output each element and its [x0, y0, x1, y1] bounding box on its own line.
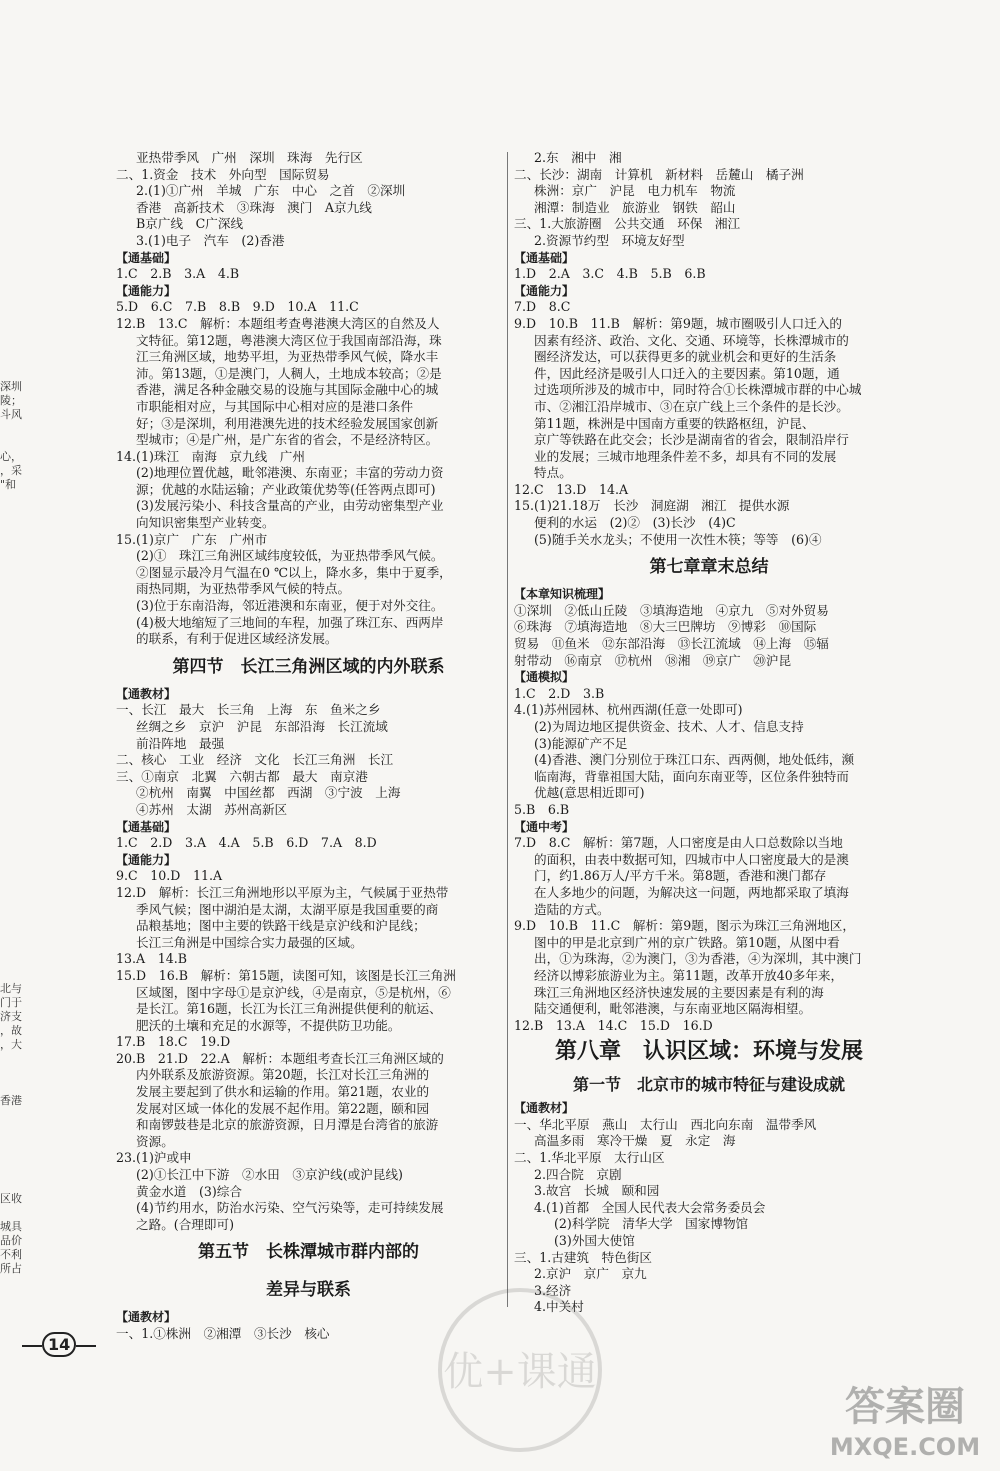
section-heading: 第五节 长株潭城市群内部的 — [198, 1242, 419, 1263]
answer-line: 湘潭：制造业 旅游业 钢铁 韶山 — [534, 199, 736, 215]
answer-line: 件，因此经济是吸引人口迁入的主要因素。第10题，通 — [534, 365, 840, 381]
answer-line: 型城市；④是广州，是广东省的省会，不是经济特区。 — [136, 432, 439, 448]
margin-fragment: 门于 — [0, 996, 22, 1009]
section-tag: 【 通模拟 】 — [514, 669, 904, 686]
answer-line: 5.D 6.C 7.B 8.B 9.D 10.A 11.C — [116, 299, 359, 315]
margin-fragment — [0, 926, 30, 940]
answer-line: 1.C 2.B 3.A 4.B — [116, 266, 240, 282]
answer-line: 文特征。第12题，粤港澳大湾区位于我国南部沿海，珠 — [136, 332, 442, 348]
answer-line: 射带动 ⑯南京 ⑰杭州 ⑱湘 ⑲京广 ⑳沪昆 — [514, 652, 792, 668]
margin-fragment — [0, 1178, 30, 1192]
margin-fragment — [0, 1206, 30, 1220]
answer-line: 香港 高新技术 ③珠海 澳门 A京九线 — [136, 199, 372, 215]
previous-page-margin — [0, 380, 30, 1276]
section-heading: 第四节 长江三角洲区域的内外联系 — [172, 656, 445, 677]
margin-fragment — [0, 674, 30, 688]
section-tag: 【 通基础 】 — [116, 250, 501, 267]
section-tag: 【 通基础 】 — [116, 819, 501, 836]
margin-fragment — [0, 688, 30, 702]
answer-line: 便利的水运 (2)② (3)长沙 (4)C — [534, 515, 736, 531]
answer-line: 14.(1)珠江 南海 京九线 广州 — [116, 448, 305, 464]
section-tag: 【 通教材 】 — [116, 686, 501, 703]
answer-line: 临南海，背靠祖国大陆，面向东南亚等，区位条件独特而 — [534, 768, 849, 784]
answer-line: 3.(1)电子 汽车 (2)香港 — [136, 232, 285, 248]
margin-fragment — [0, 520, 30, 534]
answer-line: 优越(意思相近即可) — [534, 785, 645, 801]
answer-line: (2)科学院 清华大学 国家博物馆 — [554, 1216, 749, 1232]
answer-line: 是长江。第16题，长江为长江三角洲提供便利的航运、 — [136, 1001, 442, 1017]
answer-line: 1.C 2.D 3.B — [514, 685, 605, 701]
answer-line: 品粮基地；图中主要的铁路干线是京沪线和沪昆线； — [136, 918, 426, 934]
margin-fragment: ，大 — [0, 1038, 22, 1051]
section-tag: 【 通能力 】 — [116, 283, 501, 300]
answer-line: 发展对区域一体化的发展不起作用。第22题，颐和园 — [136, 1100, 430, 1116]
answer-line: 香港，满足各种金融交易的设施与其国际金融中心的城 — [136, 382, 439, 398]
margin-fragment — [0, 1066, 30, 1080]
margin-fragment — [0, 716, 30, 730]
site-logo-line1: 答案圈 — [845, 1384, 965, 1430]
answer-line: 二、1.资金 技术 外向型 国际贸易 — [116, 166, 330, 182]
margin-fragment — [0, 1122, 30, 1136]
answer-line: 长江三角洲是中国综合实力最强的区域。 — [136, 934, 363, 950]
answer-line: 和南锣鼓巷是北京的旅游资源，日月潭是台湾省的旅游 — [136, 1117, 439, 1133]
answer-line: (3)发展污染小、科技含量高的产业，由劳动密集型产业 — [136, 498, 444, 514]
answer-line: 京广等铁路在此交会；长沙是湖南省的省会，限制沿岸行 — [534, 432, 849, 448]
site-logo-line2: MXQE.COM — [829, 1433, 981, 1461]
left-column — [116, 150, 501, 1343]
answer-line: 9.C 10.D 11.A — [116, 868, 223, 884]
answer-line: 市职能相对应，与其国际中心相对应的是港口条件 — [136, 398, 414, 414]
answer-line: 12.D 解析：长江三角洲地形以平原为主，气候属于亚热带 — [116, 884, 449, 900]
answer-line: 丝绸之乡 京沪 沪昆 东部沿海 长江流域 — [136, 719, 388, 734]
answer-line: 2.京沪 京广 京九 — [534, 1266, 647, 1282]
answer-line: 15.D 16.B 解析：第15题，读图可知，该图是长江三角洲 — [116, 967, 456, 983]
answer-line: 二、1.华北平原 太行山区 — [514, 1150, 665, 1166]
section-tag: 【 通能力 】 — [116, 852, 501, 869]
answer-line: 陆交通便利，毗邻港澳，与东南亚地区隔海相望。 — [534, 1001, 812, 1017]
answer-line: 源；优越的水陆运输；产业政策优势等(任答两点即可) — [136, 481, 436, 497]
answer-line: 雨热同期，为亚热带季风气候的特点。 — [136, 581, 351, 597]
answer-line: (3)位于东南沿海，邻近港澳和东南亚，便于对外交往。 — [136, 598, 444, 614]
answer-line: 江三角洲区域，地势平坦，为亚热带季风气候，降水丰 — [136, 349, 439, 365]
answer-line: (5)随手关水龙头；不使用一次性木筷；等等 (6)④ — [534, 531, 822, 547]
margin-fragment: "和 — [0, 478, 17, 491]
answer-line: 业的发展；三城市地理条件差不多，却具有不同的发展 — [534, 448, 837, 464]
answer-line: (3)外国大使馆 — [554, 1233, 635, 1249]
answer-line: 一、1.①株洲 ②湘潭 ③长沙 核心 — [116, 1326, 330, 1341]
answer-line: 株洲：京广 沪昆 电力机车 物流 — [534, 183, 736, 199]
answer-line: 经济以博彩旅游业为主。第11题，改革开放40多年来， — [534, 967, 844, 983]
section-tag: 【 通中考 】 — [514, 819, 904, 836]
answer-line: 23.(1)沪或申 — [116, 1150, 192, 1166]
answer-line: 2.资源节约型 环境友好型 — [534, 232, 685, 248]
answer-line: 之路。(合理即可) — [136, 1216, 234, 1232]
margin-fragment — [0, 1164, 30, 1178]
answer-line: 好；③是深圳，利用港澳先进的技术经验发展国家创新 — [136, 415, 439, 431]
margin-fragment: 心， — [0, 450, 22, 463]
section-heading: 第一节 北京市的城市特征与建设成就 — [572, 1075, 845, 1095]
answer-line: 向知识密集型产业转变。 — [136, 515, 275, 531]
margin-fragment — [0, 954, 30, 968]
margin-fragment — [0, 940, 30, 954]
answer-line: 9.D 10.B 11.B 解析：第9题，城市圈吸引人口迁入的 — [514, 315, 842, 331]
answer-line: 12.C 13.D 14.A — [514, 481, 629, 497]
answer-line: 7.D 8.C — [514, 299, 571, 315]
answer-line: 17.B 18.C 19.D — [116, 1034, 231, 1050]
margin-fragment — [0, 758, 30, 772]
margin-fragment — [0, 842, 30, 856]
margin-fragment: ，故 — [0, 1024, 22, 1037]
answer-line: 内外联系及旅游资源。第20题，长江对长江三角洲的 — [136, 1067, 430, 1083]
section-tag: 【 通教材 】 — [116, 1309, 501, 1326]
margin-fragment — [0, 1080, 30, 1094]
margin-fragment — [0, 506, 30, 520]
answer-line: 二、长沙：湖南 计算机 新材料 岳麓山 橘子洲 — [514, 166, 804, 182]
margin-fragment — [0, 870, 30, 884]
answer-line: (3)能源矿产不足 — [534, 735, 628, 751]
answer-line: 15.(1)21.18万 长沙 洞庭湖 湘江 提供水源 — [514, 498, 790, 514]
answer-line: 发展主要起到了供水和运输的作用。第21题，农业的 — [136, 1084, 430, 1100]
margin-fragment: ，采 — [0, 464, 22, 477]
answer-line: 1.C 2.D 3.A 4.A 5.B 6.D 7.A 8.D — [116, 835, 377, 851]
margin-fragment — [0, 436, 30, 450]
answer-line: 前沿阵地 最强 — [136, 735, 225, 751]
answer-line: 一、长江 最大 长三角 上海 东 鱼米之乡 — [116, 702, 381, 718]
margin-fragment — [0, 618, 30, 632]
page-number-rule-left — [22, 1345, 42, 1347]
page-number-badge: 14 — [42, 1332, 76, 1357]
margin-fragment — [0, 1108, 30, 1122]
margin-fragment — [0, 884, 30, 898]
watermark-text: 优+课通 — [443, 1349, 597, 1395]
margin-fragment — [0, 492, 30, 506]
margin-fragment — [0, 422, 30, 436]
margin-fragment: 品价 — [0, 1234, 22, 1247]
margin-fragment: 香港 — [0, 1094, 22, 1107]
margin-fragment: 斗风 — [0, 408, 22, 421]
margin-fragment — [0, 744, 30, 758]
answer-line: 三、1.大旅游圈 公共交通 环保 湘江 — [514, 216, 741, 232]
margin-fragment — [0, 1136, 30, 1150]
margin-fragment: 不利 — [0, 1248, 22, 1261]
answer-line: 贸易 ⑪鱼米 ⑫东部沿海 ⑬长江流域 ⑭上海 ⑮辐 — [514, 636, 829, 652]
margin-fragment — [0, 562, 30, 576]
answer-line: 门，约1.86万人/平方千米。第8题，香港和澳门都存 — [534, 868, 827, 884]
margin-fragment — [0, 800, 30, 814]
margin-fragment — [0, 702, 30, 716]
answer-line: 的联系，有利于促进区域经济发展。 — [136, 631, 338, 647]
section-tag: 【 本章知识梳理 】 — [514, 586, 904, 603]
page-number — [22, 1332, 96, 1357]
answer-line: (2)①长江中下游 ②水田 ③京沪线(或沪昆线) — [136, 1167, 403, 1183]
margin-fragment — [0, 898, 30, 912]
answer-line: 黄金水道 (3)综合 — [136, 1183, 242, 1199]
margin-fragment — [0, 772, 30, 786]
answer-line: 4.(1)苏州园林、杭州西湖(任意一处即可) — [514, 702, 743, 718]
answer-line: 三、1.古建筑 特色街区 — [514, 1249, 652, 1265]
answer-line: 5.B 6.B — [514, 801, 570, 817]
answer-line: 高温多雨 寒冷干燥 夏 永定 海 — [534, 1133, 736, 1149]
margin-fragment: 北与 — [0, 982, 22, 995]
answer-line: 12.B 13.C 解析：本题组考查粤港澳大湾区的自然及人 — [116, 315, 440, 331]
answer-line: 圈经济发达，可以获得更多的就业机会和更好的生活条 — [534, 349, 837, 365]
answer-line: (4)节约用水，防治水污染、空气污染等，走可持续发展 — [136, 1200, 444, 1216]
margin-fragment — [0, 534, 30, 548]
margin-fragment — [0, 590, 30, 604]
answer-line: 季风气候；图中湖泊是太湖，太湖平原是我国重要的商 — [136, 901, 439, 917]
margin-fragment — [0, 856, 30, 870]
answer-line: 一、华北平原 燕山 太行山 西北向东南 温带季风 — [514, 1116, 817, 1132]
answer-line: 1.D 2.A 3.C 4.B 5.B 6.B — [514, 266, 706, 282]
margin-fragment — [0, 632, 30, 646]
margin-fragment — [0, 1052, 30, 1066]
answer-line: (2)地理位置优越，毗邻港澳、东南亚；丰富的劳动力资 — [136, 465, 444, 481]
margin-fragment — [0, 660, 30, 674]
answer-line: 3.经济 — [534, 1282, 572, 1298]
section-heading: 第七章章末总结 — [649, 557, 769, 578]
answer-line: 7.D 8.C 解析：第7题，人口密度是由人口总数除以当地 — [514, 835, 843, 851]
answer-line: 三、①南京 北翼 六朝古都 最大 南京港 — [116, 768, 368, 784]
answer-line: 第11题，株洲是中国南方重要的铁路枢纽，沪昆、 — [534, 415, 815, 431]
answer-line: 肥沃的土壤和充足的水源等，不提供防卫功能。 — [136, 1017, 401, 1033]
margin-fragment — [0, 604, 30, 618]
answer-line: 亚热带季风 广州 深圳 珠海 先行区 — [136, 150, 363, 165]
answer-line: 在人多地少的问题，为解决这一问题，两地都采取了填海 — [534, 884, 849, 900]
margin-fragment: 深圳 — [0, 380, 22, 393]
section-tag: 【 通能力 】 — [514, 283, 904, 300]
margin-fragment — [0, 912, 30, 926]
answer-line: 区域图，图中字母①是京沪线，④是南京，⑤是杭州，⑥ — [136, 984, 451, 1000]
answer-line: 13.A 14.B — [116, 951, 187, 967]
right-column — [514, 150, 904, 1316]
answer-line: 造陆的方式。 — [534, 901, 610, 917]
margin-fragment: 所占 — [0, 1262, 22, 1275]
margin-fragment — [0, 968, 30, 982]
answer-line: 珠江三角洲地区经济快速发展的主要因素是有利的海 — [534, 984, 824, 1000]
answer-line: 20.B 21.D 22.A 解析：本题组考查长江三角洲区域的 — [116, 1050, 444, 1066]
answer-line: (2)① 珠江三角洲区域纬度较低，为亚热带季风气候。 — [136, 548, 444, 564]
answer-line: (4)极大地缩短了三地间的车程，加强了珠江东、西两岸 — [136, 614, 444, 630]
site-logo — [820, 1370, 990, 1465]
section-heading: 差异与联系 — [266, 1280, 351, 1301]
margin-fragment: 济支 — [0, 1010, 22, 1023]
answer-line: 12.B 13.A 14.C 15.D 16.D — [514, 1017, 713, 1033]
answer-line: (2)为周边地区提供资金、技术、人才、信息支持 — [534, 719, 804, 734]
margin-fragment: 城具 — [0, 1220, 22, 1233]
answer-line: 市、②湘江沿岸城市、③在京广线上三个条件的是长沙。 — [534, 398, 849, 414]
answer-line: 4.(1)首都 全国人民代表大会常务委员会 — [534, 1199, 766, 1215]
column-divider — [507, 152, 508, 1307]
chapter-heading: 第八章 认识区域：环境与发展 — [554, 1039, 863, 1065]
answer-line: 9.D 10.B 11.C 解析：第9题，图示为珠江三角洲地区， — [514, 918, 855, 934]
answer-line: 3.故宫 长城 颐和园 — [534, 1183, 660, 1199]
answer-line: 特点。 — [534, 465, 572, 481]
answer-line: ②杭州 南翼 中国丝都 西湖 ③宁波 上海 — [136, 785, 401, 801]
answer-line: ②图显示最冷月气温在0 ℃以上，降水多，集中于夏季， — [136, 564, 452, 580]
margin-fragment — [0, 814, 30, 828]
margin-fragment — [0, 730, 30, 744]
answer-line: 2.东 湘中 湘 — [534, 150, 622, 165]
section-tag: 【 通教材 】 — [514, 1100, 904, 1117]
margin-fragment — [0, 828, 30, 842]
answer-line: (4)香港、澳门分别位于珠江口东、西两侧，地处低纬，濒 — [534, 752, 855, 768]
answer-line: 因素有经济、政治、文化、交通、环境等，长株潭城市的 — [534, 332, 849, 348]
answer-line: 2.四合院 京剧 — [534, 1166, 622, 1182]
margin-fragment — [0, 646, 30, 660]
watermark-stamp — [430, 1280, 610, 1460]
margin-fragment — [0, 786, 30, 800]
answer-line: ④苏州 太湖 苏州高新区 — [136, 801, 288, 817]
margin-fragment — [0, 1150, 30, 1164]
answer-line: 沛。第13题，①是澳门，人稠人，土地成本较高；②是 — [136, 365, 442, 381]
answer-line: 过选项所涉及的城市中，同时符合①长株潭城市群的中心城 — [534, 382, 862, 398]
margin-fragment: 陵； — [0, 394, 22, 407]
answer-line: ⑥珠海 ⑦填海造地 ⑧大三巴牌坊 ⑨博彩 ⑩国际 — [514, 619, 817, 635]
answer-line: ①深圳 ②低山丘陵 ③填海造地 ④京九 ⑤对外贸易 — [514, 602, 829, 618]
answer-line: 资源。 — [136, 1133, 174, 1149]
section-tag: 【 通基础 】 — [514, 250, 904, 267]
margin-fragment — [0, 548, 30, 562]
margin-fragment — [0, 576, 30, 590]
page-number-rule-right — [76, 1345, 96, 1347]
answer-line: 2.(1)①广州 羊城 广东 中心 之首 ②深圳 — [136, 183, 406, 199]
answer-line: 二、核心 工业 经济 文化 长江三角洲 长江 — [116, 752, 394, 768]
answer-line: 出，①为珠海，②为澳门，③为香港，④为深圳，其中澳门 — [534, 951, 862, 967]
margin-fragment: 区收 — [0, 1192, 22, 1205]
answer-line: 图中的甲是北京到广州的京广铁路。第10题，从图中看 — [534, 934, 840, 950]
answer-line: B京广线 C广深线 — [136, 216, 244, 232]
answer-line: 的面积，由表中数据可知，四城市中人口密度最大的是澳 — [534, 851, 849, 867]
answer-line: 4.中关村 — [534, 1299, 584, 1315]
answer-line: 15.(1)京广 广东 广州市 — [116, 531, 268, 547]
